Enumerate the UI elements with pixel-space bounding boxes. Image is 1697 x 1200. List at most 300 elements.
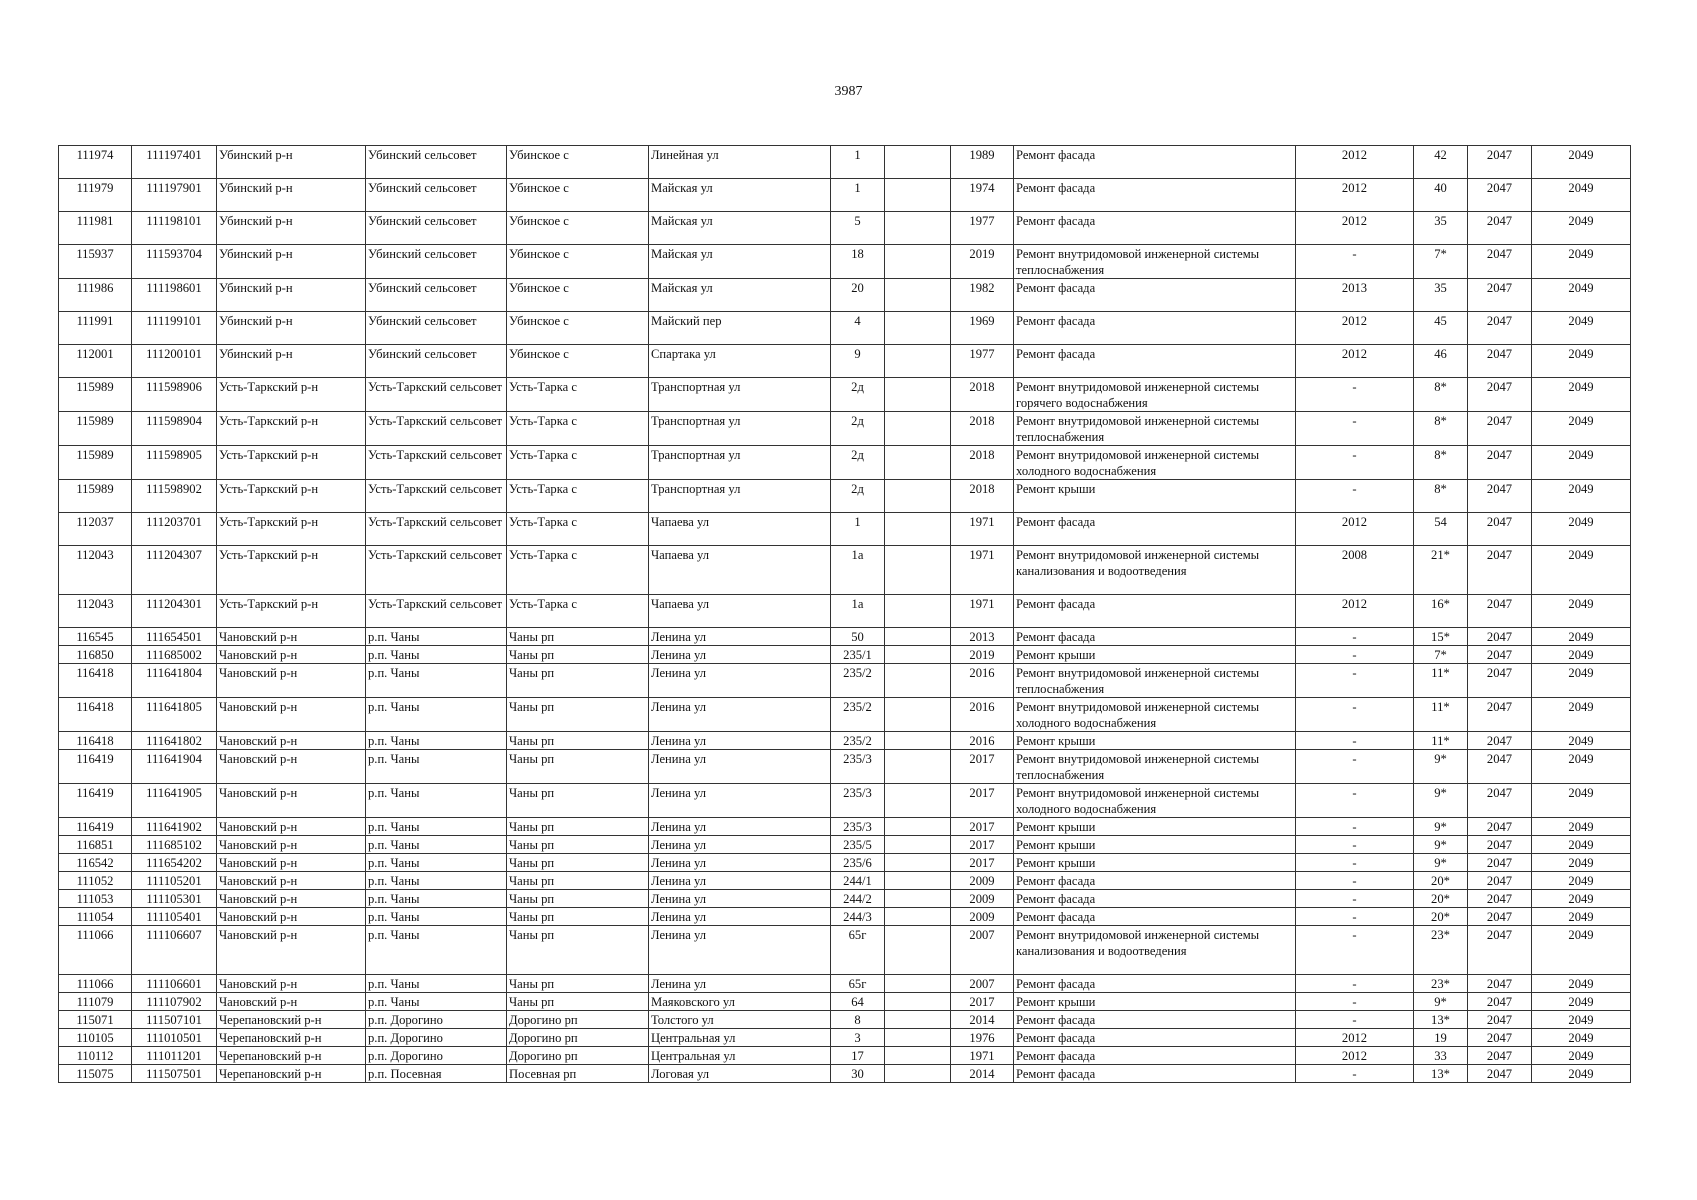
- service-life-cell: 19: [1414, 1029, 1468, 1047]
- building-id-cell: 111986: [59, 279, 132, 312]
- period-end-cell: 2049: [1532, 1047, 1631, 1065]
- district-cell: Чановский р-н: [217, 732, 366, 750]
- last-repair-year-cell: 2012: [1296, 345, 1414, 378]
- house-number-cell: 8: [831, 1011, 885, 1029]
- house-number-cell: 235/3: [831, 784, 885, 818]
- table-row: [59, 513, 1631, 546]
- element-code-cell: 111204301: [132, 595, 217, 628]
- street-cell: Логовая ул: [649, 1065, 831, 1083]
- street-cell: Ленина ул: [649, 698, 831, 732]
- district-cell: Убинский р-н: [217, 179, 366, 212]
- build-year-cell: 2017: [951, 993, 1014, 1011]
- element-code-cell: 111105301: [132, 890, 217, 908]
- street-cell: Транспортная ул: [649, 412, 831, 446]
- settlement-cell: р.п. Чаны: [366, 926, 507, 975]
- work-type-cell: Ремонт внутридомовой инженерной системы холодного водоснабжения: [1014, 446, 1296, 480]
- period-end-cell: 2049: [1532, 1029, 1631, 1047]
- street-cell: Ленина ул: [649, 664, 831, 698]
- district-cell: Чановский р-н: [217, 975, 366, 993]
- building-id-cell: 116419: [59, 750, 132, 784]
- period-end-cell: 2049: [1532, 1011, 1631, 1029]
- last-repair-year-cell: 2012: [1296, 1029, 1414, 1047]
- table-row: [59, 993, 1631, 1011]
- district-cell: Чановский р-н: [217, 908, 366, 926]
- street-cell: Ленина ул: [649, 818, 831, 836]
- locality-cell: Убинское с: [507, 245, 649, 279]
- locality-cell: Усть-Тарка с: [507, 480, 649, 513]
- empty-cell: [885, 212, 951, 245]
- street-cell: Ленина ул: [649, 646, 831, 664]
- building-id-cell: 111974: [59, 146, 132, 179]
- house-number-cell: 235/6: [831, 854, 885, 872]
- last-repair-year-cell: -: [1296, 646, 1414, 664]
- empty-cell: [885, 732, 951, 750]
- work-type-cell: Ремонт крыши: [1014, 646, 1296, 664]
- building-id-cell: 116542: [59, 854, 132, 872]
- locality-cell: Чаны рп: [507, 975, 649, 993]
- table-row: [59, 279, 1631, 312]
- element-code-cell: 111641804: [132, 664, 217, 698]
- period-start-cell: 2047: [1468, 926, 1532, 975]
- last-repair-year-cell: 2012: [1296, 146, 1414, 179]
- district-cell: Чановский р-н: [217, 993, 366, 1011]
- table-row: [59, 1065, 1631, 1083]
- house-number-cell: 2д: [831, 446, 885, 480]
- element-code-cell: 111105401: [132, 908, 217, 926]
- element-code-cell: 111641902: [132, 818, 217, 836]
- table-row: [59, 1047, 1631, 1065]
- settlement-cell: Убинский сельсовет: [366, 179, 507, 212]
- work-type-cell: Ремонт внутридомовой инженерной системы холодного водоснабжения: [1014, 784, 1296, 818]
- last-repair-year-cell: -: [1296, 750, 1414, 784]
- last-repair-year-cell: 2012: [1296, 179, 1414, 212]
- building-id-cell: 116419: [59, 818, 132, 836]
- locality-cell: Чаны рп: [507, 732, 649, 750]
- work-type-cell: Ремонт фасада: [1014, 146, 1296, 179]
- empty-cell: [885, 1011, 951, 1029]
- period-end-cell: 2049: [1532, 836, 1631, 854]
- house-number-cell: 235/2: [831, 664, 885, 698]
- settlement-cell: Усть-Таркский сельсовет: [366, 513, 507, 546]
- period-start-cell: 2047: [1468, 890, 1532, 908]
- district-cell: Убинский р-н: [217, 279, 366, 312]
- district-cell: Чановский р-н: [217, 854, 366, 872]
- building-id-cell: 111053: [59, 890, 132, 908]
- period-start-cell: 2047: [1468, 1047, 1532, 1065]
- settlement-cell: р.п. Дорогино: [366, 1029, 507, 1047]
- service-life-cell: 7*: [1414, 646, 1468, 664]
- period-start-cell: 2047: [1468, 179, 1532, 212]
- house-number-cell: 244/2: [831, 890, 885, 908]
- district-cell: Усть-Таркский р-н: [217, 546, 366, 595]
- house-number-cell: 2д: [831, 480, 885, 513]
- settlement-cell: Убинский сельсовет: [366, 312, 507, 345]
- district-cell: Черепановский р-н: [217, 1065, 366, 1083]
- build-year-cell: 2018: [951, 378, 1014, 412]
- district-cell: Чановский р-н: [217, 890, 366, 908]
- last-repair-year-cell: -: [1296, 926, 1414, 975]
- build-year-cell: 2017: [951, 784, 1014, 818]
- building-id-cell: 115989: [59, 378, 132, 412]
- build-year-cell: 1971: [951, 513, 1014, 546]
- period-start-cell: 2047: [1468, 212, 1532, 245]
- period-end-cell: 2049: [1532, 628, 1631, 646]
- empty-cell: [885, 279, 951, 312]
- locality-cell: Усть-Тарка с: [507, 546, 649, 595]
- empty-cell: [885, 926, 951, 975]
- building-id-cell: 116418: [59, 664, 132, 698]
- build-year-cell: 1971: [951, 546, 1014, 595]
- street-cell: Спартака ул: [649, 345, 831, 378]
- house-number-cell: 64: [831, 993, 885, 1011]
- service-life-cell: 16*: [1414, 595, 1468, 628]
- settlement-cell: р.п. Чаны: [366, 698, 507, 732]
- settlement-cell: р.п. Чаны: [366, 784, 507, 818]
- period-start-cell: 2047: [1468, 872, 1532, 890]
- table-row: [59, 179, 1631, 212]
- element-code-cell: 111200101: [132, 345, 217, 378]
- locality-cell: Усть-Тарка с: [507, 513, 649, 546]
- element-code-cell: 111641802: [132, 732, 217, 750]
- last-repair-year-cell: -: [1296, 698, 1414, 732]
- district-cell: Усть-Таркский р-н: [217, 595, 366, 628]
- empty-cell: [885, 1065, 951, 1083]
- empty-cell: [885, 890, 951, 908]
- build-year-cell: 1977: [951, 345, 1014, 378]
- locality-cell: Убинское с: [507, 212, 649, 245]
- last-repair-year-cell: -: [1296, 908, 1414, 926]
- work-type-cell: Ремонт фасада: [1014, 872, 1296, 890]
- service-life-cell: 8*: [1414, 446, 1468, 480]
- street-cell: Транспортная ул: [649, 480, 831, 513]
- last-repair-year-cell: -: [1296, 446, 1414, 480]
- building-id-cell: 111066: [59, 975, 132, 993]
- table-row: [59, 646, 1631, 664]
- street-cell: Линейная ул: [649, 146, 831, 179]
- work-type-cell: Ремонт внутридомовой инженерной системы канализования и водоотведения: [1014, 926, 1296, 975]
- last-repair-year-cell: 2012: [1296, 1047, 1414, 1065]
- period-end-cell: 2049: [1532, 513, 1631, 546]
- work-type-cell: Ремонт крыши: [1014, 836, 1296, 854]
- table-row: [59, 854, 1631, 872]
- period-start-cell: 2047: [1468, 975, 1532, 993]
- service-life-cell: 23*: [1414, 926, 1468, 975]
- street-cell: Майская ул: [649, 179, 831, 212]
- work-type-cell: Ремонт фасада: [1014, 628, 1296, 646]
- building-id-cell: 112037: [59, 513, 132, 546]
- element-code-cell: 111107902: [132, 993, 217, 1011]
- period-start-cell: 2047: [1468, 1065, 1532, 1083]
- element-code-cell: 111598904: [132, 412, 217, 446]
- district-cell: Убинский р-н: [217, 146, 366, 179]
- page-number: 3987: [834, 84, 863, 99]
- settlement-cell: Усть-Таркский сельсовет: [366, 546, 507, 595]
- building-id-cell: 112001: [59, 345, 132, 378]
- locality-cell: Чаны рп: [507, 646, 649, 664]
- street-cell: Транспортная ул: [649, 378, 831, 412]
- last-repair-year-cell: -: [1296, 975, 1414, 993]
- district-cell: Чановский р-н: [217, 698, 366, 732]
- house-number-cell: 244/3: [831, 908, 885, 926]
- period-start-cell: 2047: [1468, 750, 1532, 784]
- work-type-cell: Ремонт фасада: [1014, 345, 1296, 378]
- build-year-cell: 2007: [951, 926, 1014, 975]
- settlement-cell: р.п. Чаны: [366, 750, 507, 784]
- last-repair-year-cell: -: [1296, 854, 1414, 872]
- table-row: [59, 926, 1631, 975]
- locality-cell: Чаны рп: [507, 818, 649, 836]
- element-code-cell: 111011201: [132, 1047, 217, 1065]
- period-start-cell: 2047: [1468, 854, 1532, 872]
- locality-cell: Усть-Тарка с: [507, 446, 649, 480]
- build-year-cell: 1971: [951, 1047, 1014, 1065]
- table-row: [59, 1011, 1631, 1029]
- service-life-cell: 11*: [1414, 664, 1468, 698]
- element-code-cell: 111507501: [132, 1065, 217, 1083]
- building-id-cell: 115071: [59, 1011, 132, 1029]
- house-number-cell: 235/3: [831, 750, 885, 784]
- work-type-cell: Ремонт фасада: [1014, 179, 1296, 212]
- last-repair-year-cell: -: [1296, 628, 1414, 646]
- period-start-cell: 2047: [1468, 595, 1532, 628]
- element-code-cell: 111198101: [132, 212, 217, 245]
- empty-cell: [885, 646, 951, 664]
- locality-cell: Убинское с: [507, 312, 649, 345]
- build-year-cell: 1976: [951, 1029, 1014, 1047]
- build-year-cell: 2017: [951, 750, 1014, 784]
- work-type-cell: Ремонт внутридомовой инженерной системы теплоснабжения: [1014, 750, 1296, 784]
- empty-cell: [885, 146, 951, 179]
- period-end-cell: 2049: [1532, 345, 1631, 378]
- settlement-cell: Усть-Таркский сельсовет: [366, 412, 507, 446]
- street-cell: Ленина ул: [649, 908, 831, 926]
- build-year-cell: 2009: [951, 872, 1014, 890]
- element-code-cell: 111598906: [132, 378, 217, 412]
- table-row: [59, 412, 1631, 446]
- empty-cell: [885, 664, 951, 698]
- period-end-cell: 2049: [1532, 378, 1631, 412]
- settlement-cell: р.п. Чаны: [366, 975, 507, 993]
- last-repair-year-cell: -: [1296, 890, 1414, 908]
- house-number-cell: 50: [831, 628, 885, 646]
- work-type-cell: Ремонт фасада: [1014, 1029, 1296, 1047]
- locality-cell: Чаны рп: [507, 698, 649, 732]
- locality-cell: Убинское с: [507, 146, 649, 179]
- house-number-cell: 235/2: [831, 698, 885, 732]
- work-type-cell: Ремонт фасада: [1014, 513, 1296, 546]
- build-year-cell: 1971: [951, 595, 1014, 628]
- element-code-cell: 111641905: [132, 784, 217, 818]
- work-type-cell: Ремонт фасада: [1014, 908, 1296, 926]
- period-start-cell: 2047: [1468, 993, 1532, 1011]
- building-id-cell: 110112: [59, 1047, 132, 1065]
- build-year-cell: 2017: [951, 854, 1014, 872]
- element-code-cell: 111641805: [132, 698, 217, 732]
- period-start-cell: 2047: [1468, 836, 1532, 854]
- street-cell: Чапаева ул: [649, 595, 831, 628]
- period-start-cell: 2047: [1468, 732, 1532, 750]
- period-start-cell: 2047: [1468, 245, 1532, 279]
- house-number-cell: 235/2: [831, 732, 885, 750]
- element-code-cell: 111106601: [132, 975, 217, 993]
- building-id-cell: 116418: [59, 732, 132, 750]
- empty-cell: [885, 513, 951, 546]
- street-cell: Транспортная ул: [649, 446, 831, 480]
- service-life-cell: 11*: [1414, 698, 1468, 732]
- period-end-cell: 2049: [1532, 279, 1631, 312]
- street-cell: Ленина ул: [649, 854, 831, 872]
- settlement-cell: р.п. Чаны: [366, 908, 507, 926]
- empty-cell: [885, 412, 951, 446]
- house-number-cell: 4: [831, 312, 885, 345]
- district-cell: Чановский р-н: [217, 872, 366, 890]
- locality-cell: Усть-Тарка с: [507, 595, 649, 628]
- repair-schedule-table: [58, 145, 1631, 1083]
- service-life-cell: 23*: [1414, 975, 1468, 993]
- period-start-cell: 2047: [1468, 908, 1532, 926]
- settlement-cell: Усть-Таркский сельсовет: [366, 480, 507, 513]
- element-code-cell: 111204307: [132, 546, 217, 595]
- locality-cell: Убинское с: [507, 345, 649, 378]
- locality-cell: Чаны рп: [507, 890, 649, 908]
- service-life-cell: 7*: [1414, 245, 1468, 279]
- build-year-cell: 2007: [951, 975, 1014, 993]
- house-number-cell: 1: [831, 146, 885, 179]
- period-end-cell: 2049: [1532, 595, 1631, 628]
- period-end-cell: 2049: [1532, 926, 1631, 975]
- service-life-cell: 20*: [1414, 872, 1468, 890]
- last-repair-year-cell: -: [1296, 818, 1414, 836]
- period-end-cell: 2049: [1532, 854, 1631, 872]
- street-cell: Майская ул: [649, 279, 831, 312]
- street-cell: Ленина ул: [649, 750, 831, 784]
- street-cell: Ленина ул: [649, 926, 831, 975]
- last-repair-year-cell: -: [1296, 664, 1414, 698]
- element-code-cell: 111105201: [132, 872, 217, 890]
- period-end-cell: 2049: [1532, 750, 1631, 784]
- building-id-cell: 111079: [59, 993, 132, 1011]
- settlement-cell: Усть-Таркский сельсовет: [366, 446, 507, 480]
- work-type-cell: Ремонт фасада: [1014, 1011, 1296, 1029]
- locality-cell: Усть-Тарка с: [507, 378, 649, 412]
- period-start-cell: 2047: [1468, 378, 1532, 412]
- period-start-cell: 2047: [1468, 784, 1532, 818]
- building-id-cell: 115989: [59, 480, 132, 513]
- empty-cell: [885, 446, 951, 480]
- house-number-cell: 5: [831, 212, 885, 245]
- building-id-cell: 111052: [59, 872, 132, 890]
- last-repair-year-cell: -: [1296, 1065, 1414, 1083]
- build-year-cell: 1977: [951, 212, 1014, 245]
- work-type-cell: Ремонт внутридомовой инженерной системы горячего водоснабжения: [1014, 378, 1296, 412]
- district-cell: Чановский р-н: [217, 784, 366, 818]
- element-code-cell: 111598902: [132, 480, 217, 513]
- empty-cell: [885, 345, 951, 378]
- empty-cell: [885, 818, 951, 836]
- table-body: [59, 146, 1631, 1083]
- build-year-cell: 2017: [951, 836, 1014, 854]
- table-row: [59, 818, 1631, 836]
- empty-cell: [885, 872, 951, 890]
- settlement-cell: Усть-Таркский сельсовет: [366, 378, 507, 412]
- period-end-cell: 2049: [1532, 446, 1631, 480]
- settlement-cell: Усть-Таркский сельсовет: [366, 595, 507, 628]
- table-row: [59, 345, 1631, 378]
- service-life-cell: 8*: [1414, 378, 1468, 412]
- building-id-cell: 111979: [59, 179, 132, 212]
- element-code-cell: 111598905: [132, 446, 217, 480]
- street-cell: Ленина ул: [649, 872, 831, 890]
- period-end-cell: 2049: [1532, 179, 1631, 212]
- service-life-cell: 20*: [1414, 908, 1468, 926]
- house-number-cell: 17: [831, 1047, 885, 1065]
- work-type-cell: Ремонт крыши: [1014, 993, 1296, 1011]
- district-cell: Усть-Таркский р-н: [217, 412, 366, 446]
- work-type-cell: Ремонт крыши: [1014, 854, 1296, 872]
- house-number-cell: 244/1: [831, 872, 885, 890]
- table-row: [59, 312, 1631, 345]
- last-repair-year-cell: 2012: [1296, 513, 1414, 546]
- element-code-cell: 111197901: [132, 179, 217, 212]
- period-end-cell: 2049: [1532, 784, 1631, 818]
- empty-cell: [885, 312, 951, 345]
- period-start-cell: 2047: [1468, 279, 1532, 312]
- locality-cell: Чаны рп: [507, 628, 649, 646]
- last-repair-year-cell: -: [1296, 784, 1414, 818]
- street-cell: Ленина ул: [649, 975, 831, 993]
- building-id-cell: 115989: [59, 446, 132, 480]
- service-life-cell: 13*: [1414, 1065, 1468, 1083]
- street-cell: Центральная ул: [649, 1047, 831, 1065]
- building-id-cell: 116545: [59, 628, 132, 646]
- element-code-cell: 111507101: [132, 1011, 217, 1029]
- work-type-cell: Ремонт внутридомовой инженерной системы теплоснабжения: [1014, 664, 1296, 698]
- last-repair-year-cell: -: [1296, 1011, 1414, 1029]
- work-type-cell: Ремонт фасада: [1014, 595, 1296, 628]
- settlement-cell: р.п. Чаны: [366, 993, 507, 1011]
- building-id-cell: 111054: [59, 908, 132, 926]
- last-repair-year-cell: 2012: [1296, 212, 1414, 245]
- work-type-cell: Ремонт фасада: [1014, 312, 1296, 345]
- service-life-cell: 21*: [1414, 546, 1468, 595]
- service-life-cell: 8*: [1414, 412, 1468, 446]
- settlement-cell: Убинский сельсовет: [366, 345, 507, 378]
- last-repair-year-cell: -: [1296, 732, 1414, 750]
- empty-cell: [885, 245, 951, 279]
- locality-cell: Чаны рп: [507, 926, 649, 975]
- settlement-cell: р.п. Чаны: [366, 732, 507, 750]
- service-life-cell: 40: [1414, 179, 1468, 212]
- building-id-cell: 116419: [59, 784, 132, 818]
- street-cell: Майская ул: [649, 212, 831, 245]
- table-row: [59, 628, 1631, 646]
- last-repair-year-cell: -: [1296, 480, 1414, 513]
- period-end-cell: 2049: [1532, 698, 1631, 732]
- last-repair-year-cell: -: [1296, 245, 1414, 279]
- empty-cell: [885, 179, 951, 212]
- district-cell: Чановский р-н: [217, 818, 366, 836]
- locality-cell: Убинское с: [507, 279, 649, 312]
- house-number-cell: 2д: [831, 412, 885, 446]
- locality-cell: Чаны рп: [507, 854, 649, 872]
- element-code-cell: 111641904: [132, 750, 217, 784]
- period-end-cell: 2049: [1532, 1065, 1631, 1083]
- house-number-cell: 20: [831, 279, 885, 312]
- last-repair-year-cell: 2012: [1296, 595, 1414, 628]
- period-end-cell: 2049: [1532, 212, 1631, 245]
- empty-cell: [885, 836, 951, 854]
- work-type-cell: Ремонт внутридомовой инженерной системы теплоснабжения: [1014, 245, 1296, 279]
